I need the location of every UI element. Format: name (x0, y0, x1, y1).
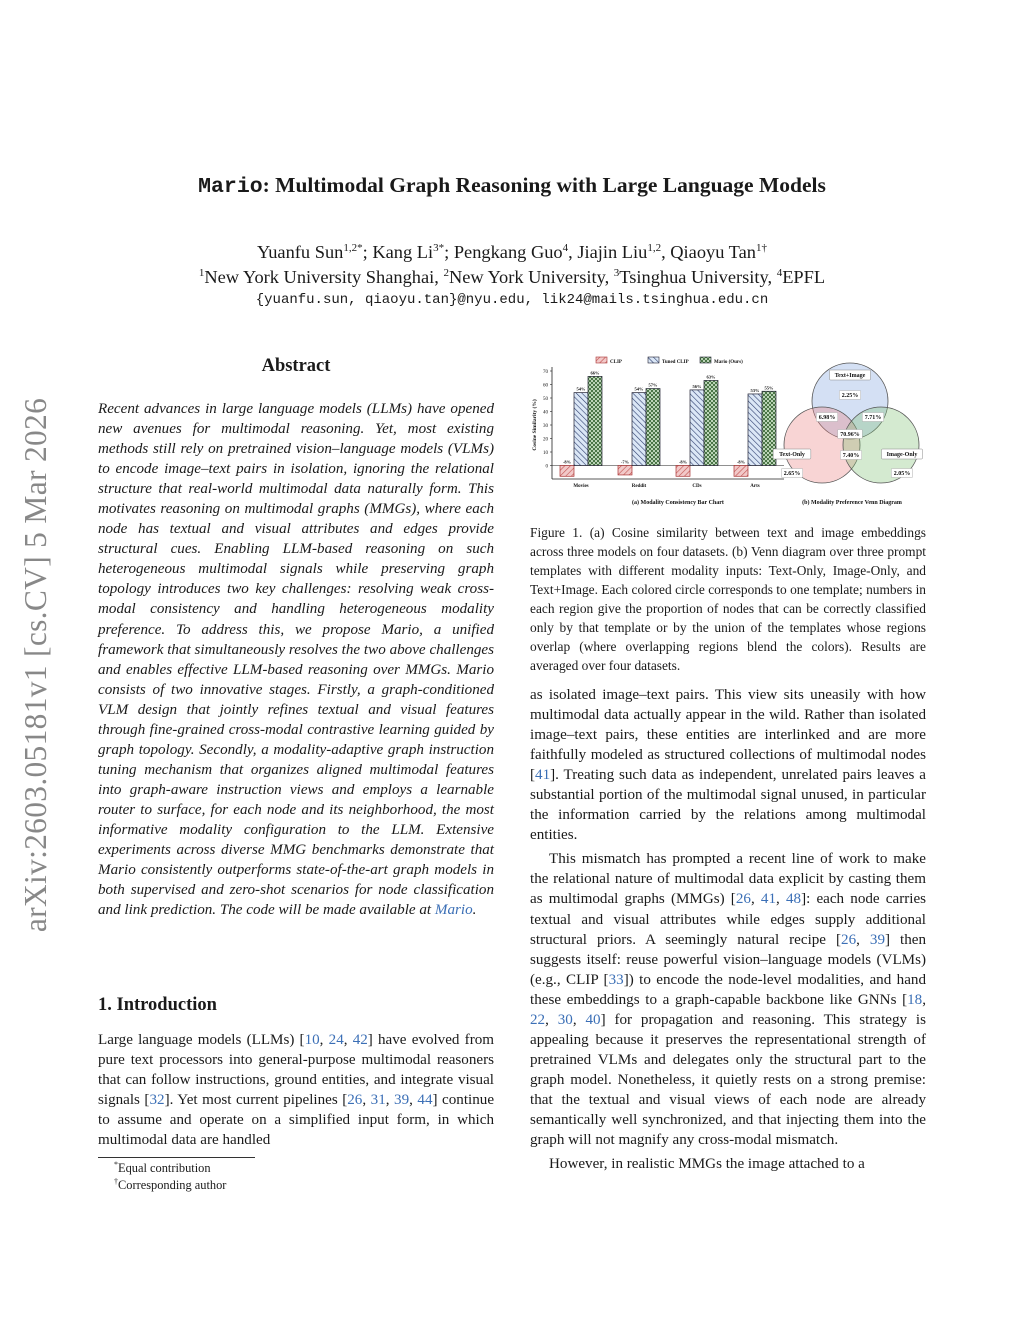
author-name: Qiaoyu Tan (670, 242, 756, 262)
footnote-text: Equal contribution (118, 1161, 211, 1175)
citation-link[interactable]: 39 (394, 1092, 410, 1109)
footnote-text: Corresponding author (118, 1178, 227, 1192)
footnote-mark: * (114, 1160, 118, 1169)
bar (574, 393, 588, 466)
bar (690, 390, 704, 466)
right-paragraph-3: However, in realistic MMGs the image attached to a (549, 1156, 865, 1173)
introduction-heading: 1. Introduction (98, 995, 217, 1015)
citation-link[interactable]: 26 (841, 931, 857, 948)
bar (632, 393, 646, 466)
bar-value-label: -8% (562, 459, 572, 465)
y-tick-label: 30 (543, 424, 548, 429)
bar (704, 380, 718, 465)
right-paragraph-2: This mismatch has prompted a recent line of work to make the relational nature of multimodal data explicit by casting them as multimodal graphs (MMGs) [26, 41, 48]: each node carries textual and visual attributes while edges supply additional structural priors. A seemingly natural recipe [26, 39] then suggests itself: reuse powerful vision–language models (VLMs) (e.g., CLIP [33]) to encode the node-level modalities, and hand these embeddings to a graph-capable backbone like GNNs [18, 22, 30, 40] for propagation and reasoning. This strategy is appealing because it preserves the representational strength of pretrained VLMs and delegates only the structural part to the graph model. Nonetheless, it quietly rests on a strong premise: that the textual and visual views of each node are already semantically well synchronized, and that injecting them into the graph will not magnify any cross-modal mismatch. (530, 851, 927, 1149)
bar-value-label: 55% (764, 385, 774, 391)
introduction-paragraph: Large language models (LLMs) [10, 24, 42] have evolved from pure text processors into general-purpose multimodal reasoners that can follow instructions, ground entities, and integrate visual signals [32]. Yet most current pipelines [26, 31, 39, 44] continue to assume and operate on a simplified input form, in which multimodal data are handled (98, 1032, 495, 1149)
bar-value-label: 57% (648, 382, 658, 388)
citation-link[interactable]: 32 (149, 1092, 165, 1109)
citation-link[interactable]: 10 (304, 1032, 320, 1048)
venn-region-value: 7.40% (842, 453, 860, 459)
right-paragraph-1: as isolated image–text pairs. This view sits uneasily with how multimodal data actually appear in the wild. Rather than isolated image–text pairs, these entities are interlinked and are more faithfully modeled as structured collections of multimodal nodes [41]. Treating such data as independent, unrelated pairs leaves a substantial portion of the multimodal signal unused, in particular the information carried by the relations among multimodal entities. (530, 687, 926, 844)
venn-diagram (773, 363, 922, 506)
venn-region-value: 2.05% (893, 471, 911, 477)
citation-link[interactable]: 24 (328, 1032, 344, 1048)
author-affiliation-mark: 1,2 (343, 242, 358, 254)
y-tick-label: 70 (543, 370, 548, 375)
author-name: Yuanfu Sun (257, 242, 344, 262)
y-tick-label: 0 (545, 464, 548, 470)
legend-label: Tuned CLIP (662, 360, 689, 365)
affiliation-number: 1 (198, 267, 205, 279)
author-block (0, 240, 1024, 290)
author-affiliation-mark: 1,2 (647, 242, 662, 254)
abstract-text (98, 399, 494, 920)
citation-link[interactable]: 41 (535, 767, 551, 784)
x-tick-label: Arts (750, 484, 760, 489)
affiliation-name: EPFL (782, 267, 826, 287)
author-line: Yuanfu Sun$^{1,2*}$; Kang $Li^{3*}$; Pengkang Guo$^4$, Jiajin Liu$^{1,2}$, Qiaoyu Tan$^{1\dagger}$ (257, 242, 767, 262)
citation-link[interactable]: 22 (530, 1011, 546, 1028)
venn-region-value: 7.71% (864, 415, 882, 421)
paper-title (0, 173, 1024, 199)
title-rest: : Multimodal Graph Reasoning with Large Language Models (262, 173, 826, 197)
citation-link[interactable]: 44 (417, 1092, 433, 1109)
figure-caption: Figure 1. (a) Cosine similarity between text and image embeddings across three models on four datasets. (b) Venn diagram over three prompt templates with different modality inputs: Text-Only, Image-Only, and Text+Image. Each colored circle corresponds to one template; numbers in each region give the proportion of nodes that can be correctly classified only by that template or by the union of the templates whose regions overlap (where overlapping regions blend the colors). Results are averaged over four datasets. (530, 525, 926, 673)
citation-link[interactable]: 39 (869, 931, 885, 948)
bar-value-label: 63% (706, 374, 716, 380)
equal-contribution-mark: * (438, 242, 445, 254)
bar-value-label: 66% (590, 370, 600, 376)
bar-value-label: -8% (678, 459, 688, 465)
abstract-body: Recent advances in large language models (LLMs) have opened new avenues for multimodal reasoning. Yet, most existing methods still rely on pretrained vision–language models (VLMs) to encode image–text pairs in isolation, ignoring the relational structure that real-world multimodal data naturally form. This motivates reasoning on multimodal graphs (MMGs), where each node has textual and visual attributes and edges provide structural cues. Enabling LLM-based reasoning on such heterogeneous multimodal signals while preserving graph topology introduces two key challenges: resolving weak cross-modal consistency and handling heterogeneous modality preference. To address this, we propose Mario, a unified framework that simultaneously resolves the two above challenges and enables effective LLM-based reasoning over MMGs. Mario consists of two innovative stages. Firstly, a graph-conditioned VLM design that jointly refines textual and visual features through fine-grained cross-modal contrastive learning guided by graph topology. Secondly, a modality-adaptive graph instruction tuning mechanism that organizes aligned multimodal features into graph-aware instruction views and employs a learnable router to surface, for each node and its neighborhood, the most informative modality configuration to the LLM. Extensive experiments across diverse MMG benchmarks demonstrate that Mario consistently outperforms state-of-the-art graph models in both supervised and zero-shot scenarios for node classification and link prediction. The code will be made available at (98, 401, 494, 919)
legend-swatch (648, 357, 659, 363)
venn-region-value: 70.96% (840, 432, 860, 438)
equal-contribution-mark: * (357, 242, 363, 254)
citation-link[interactable]: 42 (352, 1032, 368, 1048)
legend-swatch (700, 357, 711, 363)
subcaption-b: (b) Modality Preference Venn Diagram (802, 500, 902, 506)
citation-link[interactable]: 41 (760, 891, 776, 908)
venn-region-value: 6.98% (818, 415, 836, 421)
affiliation-name: Tsinghua University (619, 267, 768, 287)
bar-value-label: 54% (576, 386, 586, 392)
bar (734, 466, 748, 477)
bar-value-label: -7% (620, 459, 630, 465)
bar-value-label: 54% (634, 386, 644, 392)
x-tick-label: CDs (692, 484, 702, 489)
right-column-text (530, 685, 926, 1174)
arxiv-id-text: arXiv:2603.05181v1 [cs.CV] 5 Mar 2026 (18, 397, 53, 933)
citation-link[interactable]: 31 (370, 1092, 386, 1109)
y-axis-label: Cosine Similarity (%) (532, 399, 538, 451)
title-method-name: Mario (198, 175, 263, 199)
y-tick-label: 10 (543, 451, 548, 456)
y-tick-label: 50 (543, 397, 548, 402)
bar-value-label: -8% (736, 459, 746, 465)
y-tick-label: 60 (543, 383, 548, 389)
footnotes (98, 1160, 226, 1194)
bar (748, 394, 762, 466)
y-tick-label: 20 (543, 437, 548, 443)
citation-link[interactable]: 26 (735, 891, 751, 908)
author-affiliation-mark: 3 (433, 242, 439, 254)
x-tick-label: Reddit (631, 484, 647, 489)
abstract-end: . (472, 902, 477, 919)
footnote (98, 1160, 226, 1177)
citation-link[interactable]: 48 (785, 891, 802, 908)
affiliation-number: 4 (776, 267, 783, 279)
citation-link[interactable]: 40 (585, 1011, 601, 1028)
affiliation-line: $^1$New York University Shanghai, $^2$New York University, $^3$Tsinghua University, $^4$EPFL (198, 267, 826, 287)
affiliation-number: 3 (613, 267, 620, 279)
venn-set-label: Text+Image (834, 373, 866, 379)
legend-label: CLIP (610, 360, 622, 365)
author-name: Pengkang Guo (453, 242, 563, 262)
citation-link[interactable]: 26 (347, 1092, 363, 1109)
legend-label: Mario (Ours) (714, 360, 743, 365)
code-link[interactable]: Mario (434, 902, 473, 919)
figure-1 (530, 353, 930, 513)
bar-chart (531, 357, 784, 506)
bar (676, 466, 690, 477)
figure-1-svg (530, 353, 930, 513)
citation-link[interactable]: 18 (907, 991, 923, 1008)
affiliation-number: 2 (443, 267, 449, 279)
footnote-mark: † (114, 1177, 118, 1186)
bar (646, 389, 660, 466)
x-tick-label: Movies (573, 484, 589, 489)
bar (560, 466, 574, 477)
footnote-rule (98, 1157, 255, 1158)
bar-value-label: 56% (692, 383, 702, 389)
subcaption-a: (a) Modality Consistency Bar Chart (632, 500, 724, 506)
venn-region-value: 2.25% (841, 393, 859, 399)
y-tick-label: 40 (543, 410, 548, 416)
citation-link[interactable]: 33 (608, 971, 624, 988)
bar (588, 376, 602, 465)
venn-region-value: 2.65% (783, 471, 801, 477)
affiliation-name: New York University (448, 267, 605, 287)
author-name: Kang Li (372, 242, 434, 262)
citation-link[interactable]: 30 (557, 1011, 573, 1028)
bar (618, 466, 632, 475)
author-affiliation-mark: 1† (755, 242, 767, 254)
email-line: {yuanfu.sun, qiaoyu.tan}@nyu.edu, lik24@mails.tsinghua.edu.cn (255, 292, 769, 308)
bar-value-label: 53% (750, 387, 760, 393)
venn-set-label: Image-Only (886, 452, 918, 458)
author-affiliation-mark: 4 (562, 242, 569, 254)
venn-set-label: Text-Only (779, 452, 805, 458)
affiliation-name: New York University Shanghai (204, 267, 435, 287)
legend-swatch (596, 357, 607, 363)
footnote (98, 1177, 226, 1194)
abstract-heading: Abstract (261, 356, 331, 376)
author-name: Jiajin Liu (577, 242, 648, 262)
